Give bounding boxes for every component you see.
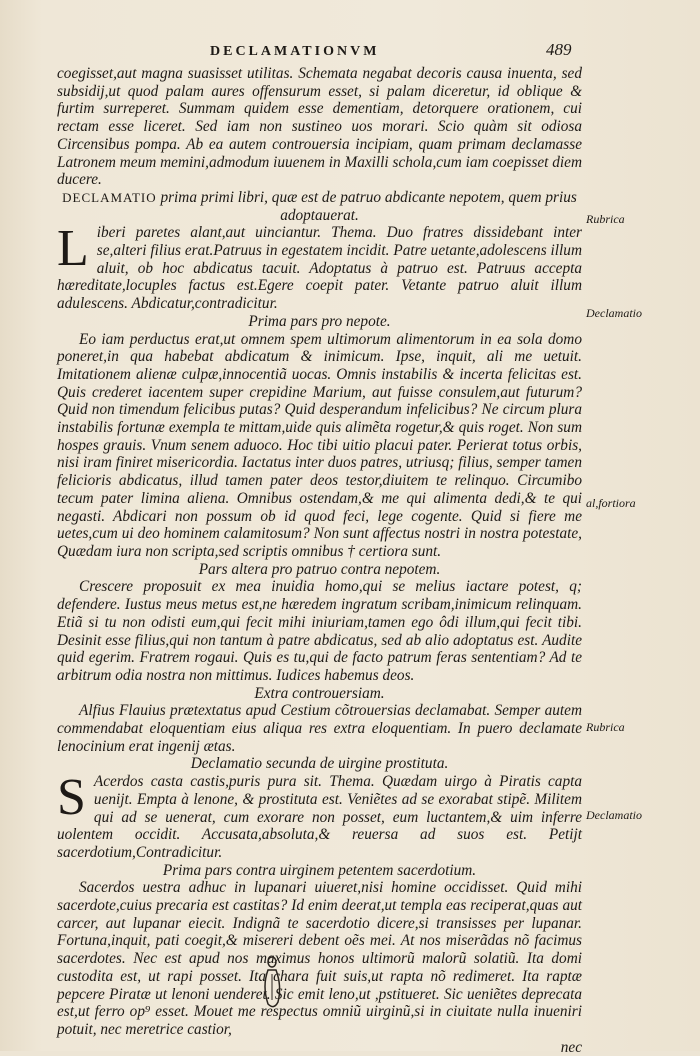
paragraph-thema-2 xyxy=(57,769,582,862)
paragraph-intro: coegisset,aut magna suasisset utilitas. Schemata negabat decoris causa inuenta, sed subsidij,ut quod palam aures offensurum esset, si palam diceretur, id oblique & furtim surreperet. Summam quidem esse dementiam, detorquere orationem, cui rectam esse liceret. Sed iam non sustineo uos morari. Scio quàm sit odiosa Circensibus pompa. Ab ea autem controuersia incipiam, quam primam declamasse Latronem meum memini,admodum iuuenem in Maxilli schola,cum iam coepisset diem ducere. xyxy=(57,65,582,189)
thema-2-text: Acerdos casta castis,puris pura sit. Thema. Quædam uirgo à Piratis capta uenijt. Empta à lenone, & prostituta est. Veniẽtes ad se exorabat stipẽ. Militem qui ad se uenerat, cum exorare non posset, eum luctantem,& uim inferre uolentem occidit. Accusata,absoluta,& reuersa ad suos est. Petijt sacerdotium,Contradicitur. xyxy=(57,773,582,861)
printers-mark-icon xyxy=(258,952,288,1012)
paragraph-extra: Alfius Flauius prætextatus apud Cestium cõtrouersias declamabat. Semper autem commendabat eloquentiam eius aliqua res extra eloquentiam. In puero declamate lenocinium erat ingenij ætas. xyxy=(57,702,582,755)
paragraph-pro-nepote: Eo iam perductus erat,ut omnem spem ultimorum alimentorum in ea sola domo poneret,in qua habebat abdicatum & inimicum. Ipse, inquit, ali me uetuit. Imitationem alienæ culpæ,innocentiã uocas. Omnis instabilis & incerta felicitas est. Quis crederet iacentem super crepidine Marium, aut fuisse consulem,aut futurum? Quid non timendum felicibus putas? Quid desperandum infelicibus? Ne circum plura instabilis fortunæ exempla te mittam,uide quis alimẽta rogetur,& quis roget. Non sum hospes grauis. Vnum senem aduoco. Hoc tibi uitio placui pater. Perierat totus orbis, nisi iram finiret misericordia. Iactatus inter duos patres, utriusq; filius, semper tamen felicioris abdicatus, illud tamen pater deos testor,diuitem te relinquo. Circumibo tecum pater limina aliena. Omnibus ostendam,& me qui alimenta dedi,& te qui negasti. Abdicari non possum ob id quod feci, lege cogente. Quid si fiere me uetes,cum ui deo hominem calamitosum? Non sunt affectus nostri in nostra potestate, Quædam iura non scripta,sed scriptis omnibus † certiora sunt. xyxy=(57,330,582,560)
marginal-note-declamatio-1: Declamatio xyxy=(586,306,642,320)
marginal-note-rubrica-1: Rubrica xyxy=(586,212,625,226)
subheading-pro-nepote: Prima pars pro nepote. xyxy=(248,312,391,330)
paragraph-pro-patruo: Crescere proposuit ex mea inuidia homo,qui se melius iactare potest, q; defendere. Iustus meus metus est,ne hæredem ingratum scribam,inimicum relinquam. Etiã si tu non odisti eum,qui fecit mihi iniuriam,tamen ego ôdi illum,qui fecit tibi. Desinit esse filius,qui non tantum à patre abdicatus, sed ab alio adoptatus est. Audite quid egerim. Fratrem rogaui. Quis es tu,qui de facto patrum feras sententiam? Ad te arbitrum odia nostra non mittimus. Iudices habemus deos. xyxy=(57,578,582,684)
section-heading-declamatio-prima xyxy=(57,189,582,224)
heading-rest: prima primi libri, quæ est de patruo abdicante nepotem, quem prius adoptauerat. xyxy=(160,188,577,224)
initial-capital-l: L xyxy=(57,220,89,278)
heading-caps: DECLAMATIO xyxy=(62,189,157,205)
subheading-pro-patruo: Pars altera pro patruo contra nepotem. xyxy=(198,560,441,578)
page-number: 489 xyxy=(546,40,572,59)
marginal-note-rubrica-2: Rubrica xyxy=(586,720,625,734)
marginal-note-declamatio-2: Declamatio xyxy=(586,808,642,822)
subheading-contra-uirginem: Prima pars contra uirginem petentem sacerdotium. xyxy=(162,861,477,879)
initial-capital-s: S xyxy=(57,769,86,827)
paragraph-contra-uirginem: Sacerdos uestra adhuc in lupanari uiueret,nisi homine occidisset. Quid mihi sacerdote,cuius precaria est castitas? Id enim deerat,ut templa eas reciperat,quas aut carcer, aut lupanar eiecit. Indignã te sacerdotio dicere,si transisses per lupanar. Fortuna,inquit, pati coegit,& misereri debent oẽs mei. At nos miserãdas nõ facimus sacerdotes. Nec est apud nos maximus honos ultimorũ malorũ solatiũ. Ita domi custodita est, ut rapi posset. Ita chara fuit suis,ut rapta nõ redimeret. Ita raptæ pepcere Piratæ ut lenoni uenderet. Sic emit leno,ut ,pstitueret. Sic ueniẽtes deprecata est,ut ferro op⁹ esset. Mouet me respectus omniũ uirginũ,si in ciuitate nulla inueniri potuit, nec meretrice castior, xyxy=(57,879,582,1038)
subheading-declamatio-secunda: Declamatio secunda de uirgine prostituta. xyxy=(190,755,449,773)
thema-1-text: iberi paretes alant,aut uinciantur. Thema. Duo fratres dissidebant inter se,alteri filius erat.Patruus in egestatem incidit. Patre uetante,adolescens illum aluit, ob hoc abdicatus tacuit. Adoptatus à patruo est. Patruus accepta hæreditate,locuples factus est.Egere coepit pater. Vetante patruo aluit illum adulescens. Abdicatur,contradicitur. xyxy=(57,224,582,313)
marginal-note-fortiora: al,fortiora xyxy=(586,496,636,510)
catchword: nec xyxy=(560,1038,582,1056)
paragraph-thema-1 xyxy=(57,220,582,313)
running-title: DECLAMATIONVM xyxy=(210,44,380,59)
subheading-extra-controuersiam: Extra controuersiam. xyxy=(254,684,385,702)
main-text-block xyxy=(57,65,582,1056)
